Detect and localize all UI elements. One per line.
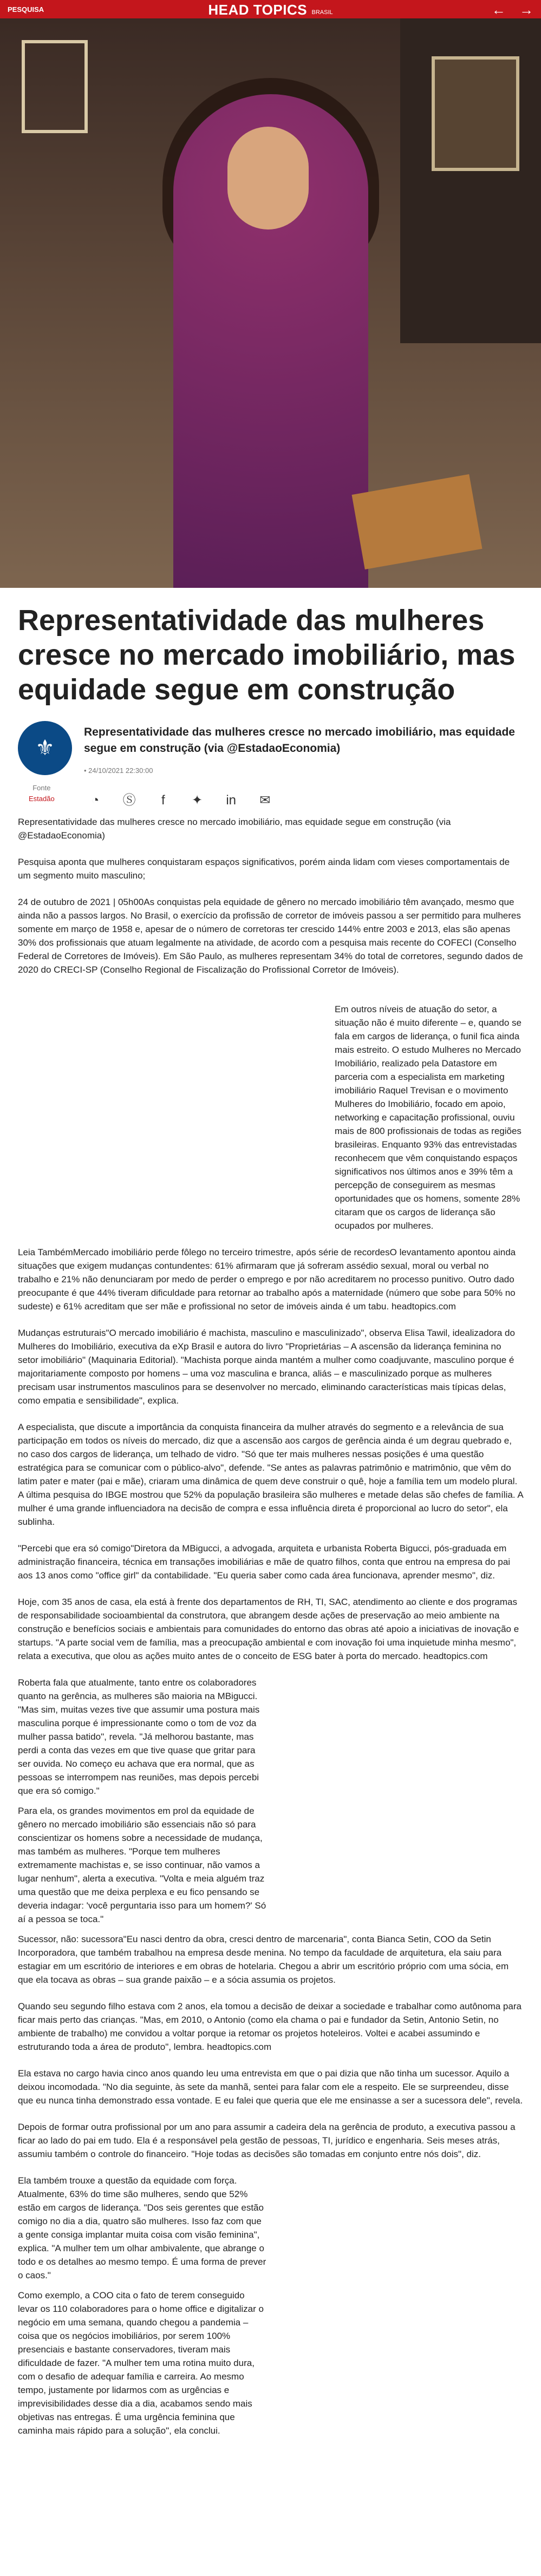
linkedin-icon[interactable]: in — [226, 793, 237, 808]
article-paragraph: Como exemplo, a COO cita o fato de terem conseguido levar os 110 colaboradores para o home office e digitalizar o negócio em uma semana, quando chegou a pandemia – coisa que os negócios imobiliários, por serem 100% presenciais e bastante conservadores, tiveram mais dificuldade de fazer. "A mulher tem uma rotina muito dura, com o desafio de adequar família e carreira. Ao mesmo tempo, justamente por lidarmos com as urgências e imprevisibilidades desse dia a dia, acabamos sendo mais objetivas nas entregas. É uma urgência feminina que caminha mais rápido para a solução", ela conclui. — [18, 2290, 264, 2436]
source-header — [18, 718, 523, 777]
wall-frame — [432, 56, 519, 171]
article-paragraph: Para ela, os grandes movimentos em prol da equidade de gênero no mercado imobiliário são essenciais não só para conscientizar os homens sobre a necessidade de mudança, mas também as mulheres. "Porque tem mulheres extremamente machistas e, se isso continuar, não vamos a lugar nenhum", alerta a executiva. "Volta e meia alguém traz uma questão que me deixa perplexa e eu fico pensando se deveria indagar: 'você perguntaria isso para um homem?' Só aí a pessoa se toca." — [18, 1806, 266, 1924]
person-face — [227, 127, 309, 230]
twitter-icon[interactable]: ✦ — [191, 793, 203, 808]
top-navigation-bar — [0, 0, 541, 18]
article-paragraph: Leia TambémMercado imobiliário perde fôlego no terceiro trimestre, após série de recordesO levantamento apontou ainda situações que exigem mudanças contundentes: 61% afirmaram que já sofreram assédio sexual, moral ou verbal no trabalho e 21% não denunciaram por medo de perder o emprego e por não acreditarem no processo punitivo. Outro dado preocupante é que 44% tiveram dificuldade para retornar ao trabalho após a maternidade (número que sobe para 50% no sudeste) e 61% acreditam que ser mãe e profissional no setor de imóveis ainda é um tabu. headtopics.com — [18, 1247, 516, 1312]
share-icons — [86, 789, 286, 809]
source-headline[interactable]: Representatividade das mulheres cresce no mercado imobiliário, mas equidade segue em construção (via @EstadaoEconomia) — [84, 726, 515, 755]
back-arrow-icon[interactable]: ← — [491, 2, 506, 18]
logo-text: HEAD TOPICS — [208, 2, 308, 18]
source-avatar[interactable] — [18, 721, 72, 775]
article-paragraph: Mudanças estruturais"O mercado imobiliário é machista, masculino e masculinizado", observa Elisa Tawil, idealizadora do Mulheres do Imobiliário, executiva da eXp Brasil e autora do livro "Proprietárias – A ascensão da liderança feminina no setor imobiliário" (Maquinaria Editorial). "Machista porque ainda mantém a mulher como coadjuvante, masculino porque é majoritariamente composto por homens – uma voz masculina e branca, aliás – e masculinizado porque as mulheres precisam usar instrumentos masculinos para se desenvolver no mercado, eliminando características mais típicas delas, como empatia e sensibilidade", explica. — [18, 1328, 515, 1406]
article-paragraph: Roberta fala que atualmente, tanto entre os colaboradores quanto na gerência, as mulheres são maioria na MBigucci. "Mas sim, muitas vezes tive que assumir uma postura mais masculina porque é impressionante como o tom de voz da mulher passa batido", revela. "Já melhorou bastante, mas perdi a conta das vezes em que tive quase que gritar para ser ouvida. No começo eu achava que era normal, que as pessoas se interrompem nas reuniões, mas depois percebi que era só comigo." — [18, 1677, 260, 1796]
article-paragraph: Hoje, com 35 anos de casa, ela está à frente dos departamentos de RH, TI, SAC, atendimento ao cliente e dos programas de responsabilidade socioambiental da construtora, que abrangem desde ações de preservação ao meio ambiente na construção e benefícios sociais e ambientais para comunidades do entorno das obras até apoio a iniciativas de inovação e startups. "A parte social vem de família, mas a preocupação ambiental e com inovação foi uma inquietude minha mesmo", relata a executiva, que olou as ações muito antes de o conceito de ESG bater à porta do mercado. headtopics.com — [18, 1597, 519, 1661]
held-book — [352, 474, 483, 569]
hero-photo — [0, 18, 541, 588]
source-name[interactable]: Estadão — [29, 795, 55, 803]
article-paragraph: Ela estava no cargo havia cinco anos quando leu uma entrevista em que o pai dizia que não tinha um sucessor. Aquilo a deixou incomodada. "No dia seguinte, às sete da manhã, sentei para falar com ele a respeito. Ele se surpreendeu, disse que eu nunca tinha demonstrado essa vontade. E eu falei que queria que ele me ensinasse a ser a sucessora dele", revela. — [18, 2068, 523, 2106]
forward-arrow-icon[interactable]: → — [519, 2, 533, 18]
email-icon[interactable]: ✉ — [259, 793, 271, 808]
article-paragraph: "Percebi que era só comigo"Diretora da MBigucci, a advogada, arquiteta e urbanista Roberta Bigucci, pós-graduada em administração financeira, técnica em transações imobiliárias e mãe de quatro filhos, conta que entrou na empresa do pai aos 13 anos como "office girl" da contabilidade. "Eu queria saber como cada área funcionava, aprender mesmo", diz. — [18, 1543, 511, 1581]
search-link[interactable]: PESQUISA — [8, 5, 44, 14]
article-paragraph: Quando seu segundo filho estava com 2 anos, ela tomou a decisão de deixar a sociedade e trabalhar como autônoma para ficar mais perto das crianças. "Mas, em 2010, o Antonio (como ela chama o pai e fundador da Setin, Antonio Setin, no ambiente de trabalho) me convidou a voltar porque ia retomar os projetos hoteleiros. Voltei e acabei assumindo e estruturando toda a área de produto", lembra. headtopics.com — [18, 2001, 522, 2052]
site-logo[interactable] — [0, 2, 541, 18]
logo-subtitle: BRASIL — [311, 9, 333, 16]
article-paragraph: Pesquisa aponta que mulheres conquistaram espaços significativos, porém ainda lidam com vieses comportamentais de um segmento muito masculino; — [18, 857, 510, 881]
source-label — [29, 783, 55, 804]
whatsapp-icon[interactable]: ◔ — [91, 793, 100, 808]
facebook-icon[interactable]: f — [161, 793, 165, 808]
skype-icon[interactable]: Ⓢ — [122, 793, 136, 808]
article-paragraph: Em outros níveis de atuação do setor, a situação não é muito diferente – e, quando se fala em cargos de liderança, o funil fica ainda mais estreito. O estudo Mulheres no Mercado Imobiliário, realizado pela Datastore em parceria com a especialista em marketing imobiliário Raquel Trevisan e o movimento Mulheres do Imobiliário, focado em apoio, networking e capacitação profissional, ouviu mais de 800 profissionais de todas as regiões brasileiras. Enquanto 93% das entrevistadas reconhecem que vêm conquistando espaços significativos nos últimos anos e 39% têm a percepção de conseguirem as mesmas oportunidades que os homens, somente 28% citaram que os cargos de liderança são ocupados por mulheres. — [335, 1004, 522, 1231]
navigation-arrows — [482, 2, 533, 18]
source-label-top: Fonte — [32, 784, 51, 792]
article-paragraph: Depois de formar outra profissional por um ano para assumir a cadeira dela na gerência de produto, a executiva passou a ficar ao lado do pai em tudo. Ela é a responsável pela gestão de pessoas, TI, jurídico e engenharia. Seis meses atrás, assumiu também o controle do financeiro. "Hoje todas as decisões são tomadas em conjunto entre nós dois", diz. — [18, 2122, 516, 2159]
article-title: Representatividade das mulheres cresce no mercado imobiliário, mas equidade segue em construção — [18, 604, 516, 706]
article-paragraph: 24 de outubro de 2021 | 05h00As conquistas pela equidade de gênero no mercado imobiliário têm avançado, mesmo que ainda não a passos largos. No Brasil, o exercício da profissão de corretor de imóveis passou a ser permitido para mulheres somente em março de 1958 e, apesar de o número de corretoras ter crescido 144% entre 2003 e 2013, elas são apenas 30% dos profissionais que atuam legalmente na atividade, de acordo com a pesquisa mais recente do COFECI (Conselho Federal de Corretores de Imóveis). Em São Paulo, as mulheres representam 34% do total de corretores, segundo dados de 2020 do CRECI-SP (Conselho Regional de Fiscalização do Profissional Corretor de Imóveis). — [18, 897, 523, 975]
publish-date: • 24/10/2021 22:30:00 — [84, 766, 153, 775]
article-paragraph: A especialista, que discute a importância da conquista financeira da mulher através do segmento e a relevância de sua participação em todos os níveis do mercado, diz que a ascensão aos cargos de gerência ainda é um degrau quebrado e, no caso dos cargos de liderança, um telhado de vidro. "Só que ter mais mulheres nessas posições é uma questão estratégica para se comunicar com o público-alvo", defende. "Se antes as palavras patrimônio e matrimônio, que vêm do latim pater e mater (pai e mãe), criaram uma dinâmica de quem deve construir o quê, hoje a família tem um modelo plural. A última pesquisa do IBGE mostrou que 52% da população brasileira são mulheres e metade delas são chefes de família. A mulher é uma grande influenciadora na decisão de compra e essa influência direta é proporcional ao lucro do setor", ela sublinha. — [18, 1422, 523, 1527]
article-paragraph: Sucessor, não: sucessora"Eu nasci dentro da obra, cresci dentro de marcenaria", conta Bianca Setin, COO da Setin Incorporadora, que também trabalhou na empresa desde menina. No tempo da faculdade de arquitetura, ela saiu para estagiar em um escritório de interiores e em obras de hotelaria. Chegou a abrir um escritório próprio com uma sócia, em que ela tocava as obras – sua grande paixão – e a sócia assumia os projetos. — [18, 1934, 509, 1985]
share-row — [18, 777, 523, 815]
estadao-logo-icon: ⚜ — [35, 736, 55, 760]
article-paragraph: Ela também trouxe a questão da equidade com força. Atualmente, 63% do time são mulheres, sendo que 52% estão em cargos de liderança. "Dos seis gerentes que estão comigo no dia a dia, quatro são mulheres. Isso faz com que a gente consiga implantar muita coisa com visão feminina", explica. "A mulher tem um olhar ambivalente, que abrange o todo e os detalhes ao mesmo tempo. É uma forma de prever o caos." — [18, 2175, 266, 2280]
article-paragraph: Representatividade das mulheres cresce no mercado imobiliário, mas equidade segue em construção (via @EstadaoEconomia) — [18, 817, 451, 841]
spacer — [18, 989, 523, 1002]
wall-frame — [22, 40, 88, 133]
